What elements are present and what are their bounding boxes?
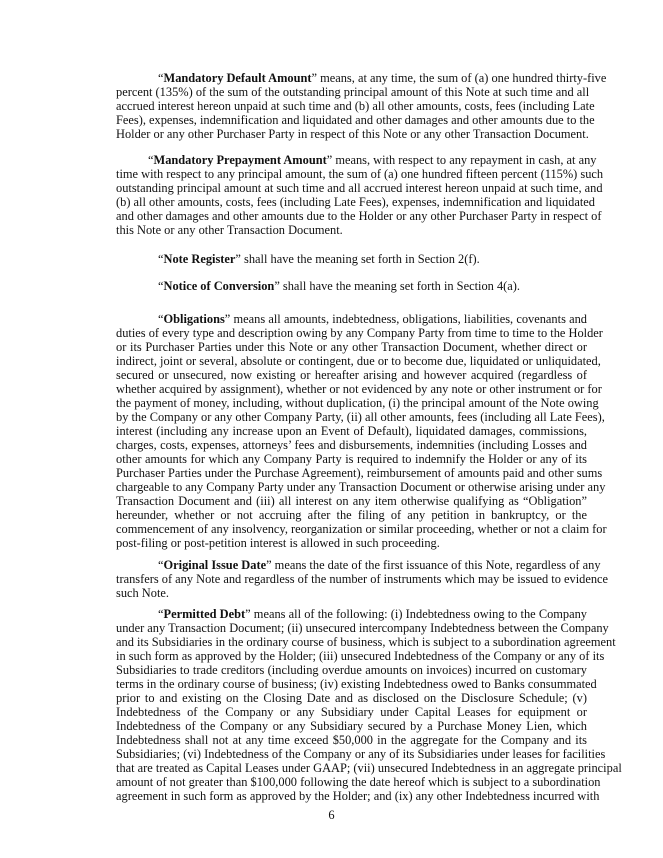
text-line: time with respect to any principal amount, the sum of (a) one hundred fifteen percent (115%) such <box>116 167 604 181</box>
text-line: under any Transaction Document; (ii) unsecured intercompany Indebtedness between the Company <box>116 621 609 635</box>
definition-paragraph <box>116 279 587 293</box>
close-quote: ” <box>266 558 272 572</box>
close-quote: ” <box>235 252 241 266</box>
text-line: whether acquired by assignment), whether or not evidenced by any note or other instrument or for <box>116 382 602 396</box>
definition-text: means all amounts, indebtedness, obligations, liabilities, covenants and <box>230 312 587 326</box>
text-line: other amounts for which any Company Party is required to indemnify the Holder or any of its <box>116 452 587 466</box>
defined-term: Permitted Debt <box>163 607 246 621</box>
text-line: Indebtedness shall not at any time exceed $50,000 in the aggregate for the Company and its <box>116 733 587 747</box>
defined-term: Note Register <box>163 252 236 266</box>
definition-text: shall have the meaning set forth in Section 2(f). <box>240 252 480 266</box>
text-line: commencement of any insolvency, reorganization or similar proceeding, whether or not a claim for <box>116 522 607 536</box>
page-number: 6 <box>328 808 335 822</box>
text-line: that are treated as Capital Leases under GAAP; (vii) unsecured Indebtedness in an aggregate principal <box>116 761 622 775</box>
definition-paragraph <box>116 252 587 266</box>
text-line: agreement in such form as approved by the Holder; and (ix) any other Indebtedness incurred with <box>116 789 600 803</box>
paragraph-first-line <box>116 279 587 293</box>
definition-text: means all of the following: (i) Indebtedness owing to the Company <box>250 607 587 621</box>
definition-paragraph <box>116 607 622 803</box>
paragraph-first-line <box>116 558 601 572</box>
text-line: Indebtedness of the Company or any Subsidiary under Capital Leases for equipment or <box>116 705 587 719</box>
open-quote: “ <box>148 153 154 167</box>
open-quote: “ <box>158 558 164 572</box>
text-line: and its Subsidiaries in the ordinary course of business, which is subject to a subordination agreement <box>116 635 616 649</box>
close-quote: ” <box>311 71 317 85</box>
text-line: Subsidiaries; (vi) Indebtedness of the Company or any of its Subsidiaries under leases for facilities <box>116 747 606 761</box>
text-line: in such form as approved by the Holder; (iii) unsecured Indebtedness of the Company or any of its <box>116 649 605 663</box>
text-line: Transaction Document and (iii) all interest on any item otherwise qualifying as “Obligation” <box>116 494 587 508</box>
text-line: chargeable to any Company Party under any Transaction Document or otherwise arising under any <box>116 480 606 494</box>
open-quote: “ <box>158 312 164 326</box>
text-line: transfers of any Note and regardless of the number of instruments which may be issued to evidence <box>116 572 609 586</box>
text-line: charges, costs, expenses, attorneys’ fees and disbursements, indemnities (including Losses and <box>116 438 587 452</box>
close-quote: ” <box>274 279 280 293</box>
text-line: Indebtedness of the Company or any Subsidiary secured by a Purchase Money Lien, which <box>116 719 587 733</box>
text-line: Fees), expenses, indemnification and liquidated and other damages and other amounts due to the <box>116 113 595 127</box>
definition-paragraph <box>116 71 607 141</box>
definition-text: shall have the meaning set forth in Section 4(a). <box>279 279 520 293</box>
text-line: Holder or any other Purchaser Party in respect of this Note or any other Transaction Document. <box>116 127 589 141</box>
definition-text: means, at any time, the sum of (a) one hundred thirty-five <box>317 71 607 85</box>
text-line: and other damages and other amounts due to the Holder or any other Purchaser Party in respect of <box>116 209 602 223</box>
text-line: percent (135%) of the sum of the outstanding principal amount of this Note at such time and all <box>116 85 590 99</box>
paragraph-first-line <box>116 252 587 266</box>
open-quote: “ <box>158 279 164 293</box>
text-line: prior to and existing on the Closing Date and as disclosed on the Disclosure Schedule; (v) <box>116 691 587 705</box>
defined-term: Notice of Conversion <box>163 279 275 293</box>
definition-text: means, with respect to any repayment in cash, at any <box>332 153 597 167</box>
open-quote: “ <box>158 607 164 621</box>
close-quote: ” <box>224 312 231 326</box>
text-line: duties of every type and description owing by any Company Party from time to time to the Holder <box>116 326 603 340</box>
text-line: amount of not greater than $100,000 following the date hereof which is subject to a subordination <box>116 775 601 789</box>
defined-term: Obligations <box>163 312 225 326</box>
paragraph-first-line <box>116 312 587 326</box>
close-quote: ” <box>326 153 333 167</box>
open-quote: “ <box>158 252 164 266</box>
defined-term: Mandatory Default Amount <box>163 71 312 85</box>
close-quote: ” <box>245 607 251 621</box>
definition-paragraph <box>116 558 609 600</box>
definition-text: means the date of the first issuance of this Note, regardless of any <box>271 558 601 572</box>
text-line: Purchaser Parties under the Purchase Agreement), reimbursement of amounts paid and other sums <box>116 466 603 480</box>
defined-term: Mandatory Prepayment Amount <box>153 153 327 167</box>
definition-paragraph <box>116 153 604 237</box>
text-line: (b) all other amounts, costs, fees (including Late Fees), expenses, indemnification and liquidated <box>116 195 595 209</box>
text-line: or its Purchaser Parties under this Note or any other Transaction Document, whether direct or <box>116 340 587 354</box>
text-line: outstanding principal amount at such time and all accrued interest hereon unpaid at such time, and <box>116 181 603 195</box>
paragraph-first-line <box>116 153 597 167</box>
text-line: hereunder, whether or not accruing after the filing of any petition in bankruptcy, or the <box>116 508 587 522</box>
text-line: accrued interest hereon unpaid at such time and (b) all other amounts, costs, fees (including Late <box>116 99 595 113</box>
open-quote: “ <box>158 71 164 85</box>
text-line: by the Company or any other Company Party, (ii) all other amounts, fees (including all Late Fees), <box>116 410 605 424</box>
text-line: indirect, joint or several, absolute or contingent, due or to become due, liquidated or unliquidated, <box>116 354 601 368</box>
paragraph-first-line <box>116 71 607 85</box>
defined-term: Original Issue Date <box>163 558 267 572</box>
text-line: post-filing or post-petition interest is allowed in such proceeding. <box>116 536 440 550</box>
text-line: Subsidiaries to trade creditors (including overdue amounts on invoices) incurred on customary <box>116 663 587 677</box>
paragraph-first-line <box>116 607 587 621</box>
text-line: this Note or any other Transaction Document. <box>116 223 343 237</box>
text-line: such Note. <box>116 586 169 600</box>
text-line: secured or unsecured, now existing or hereafter arising and however acquired (regardless of <box>116 368 587 382</box>
text-line: the payment of money, including, without duplication, (i) the principal amount of the Note owing <box>116 396 599 410</box>
text-line: terms in the ordinary course of business; (iv) existing Indebtedness owed to Banks consummated <box>116 677 597 691</box>
definition-paragraph <box>116 312 607 550</box>
text-line: interest (including any increase upon an Event of Default), liquidated damages, commissions, <box>116 424 587 438</box>
